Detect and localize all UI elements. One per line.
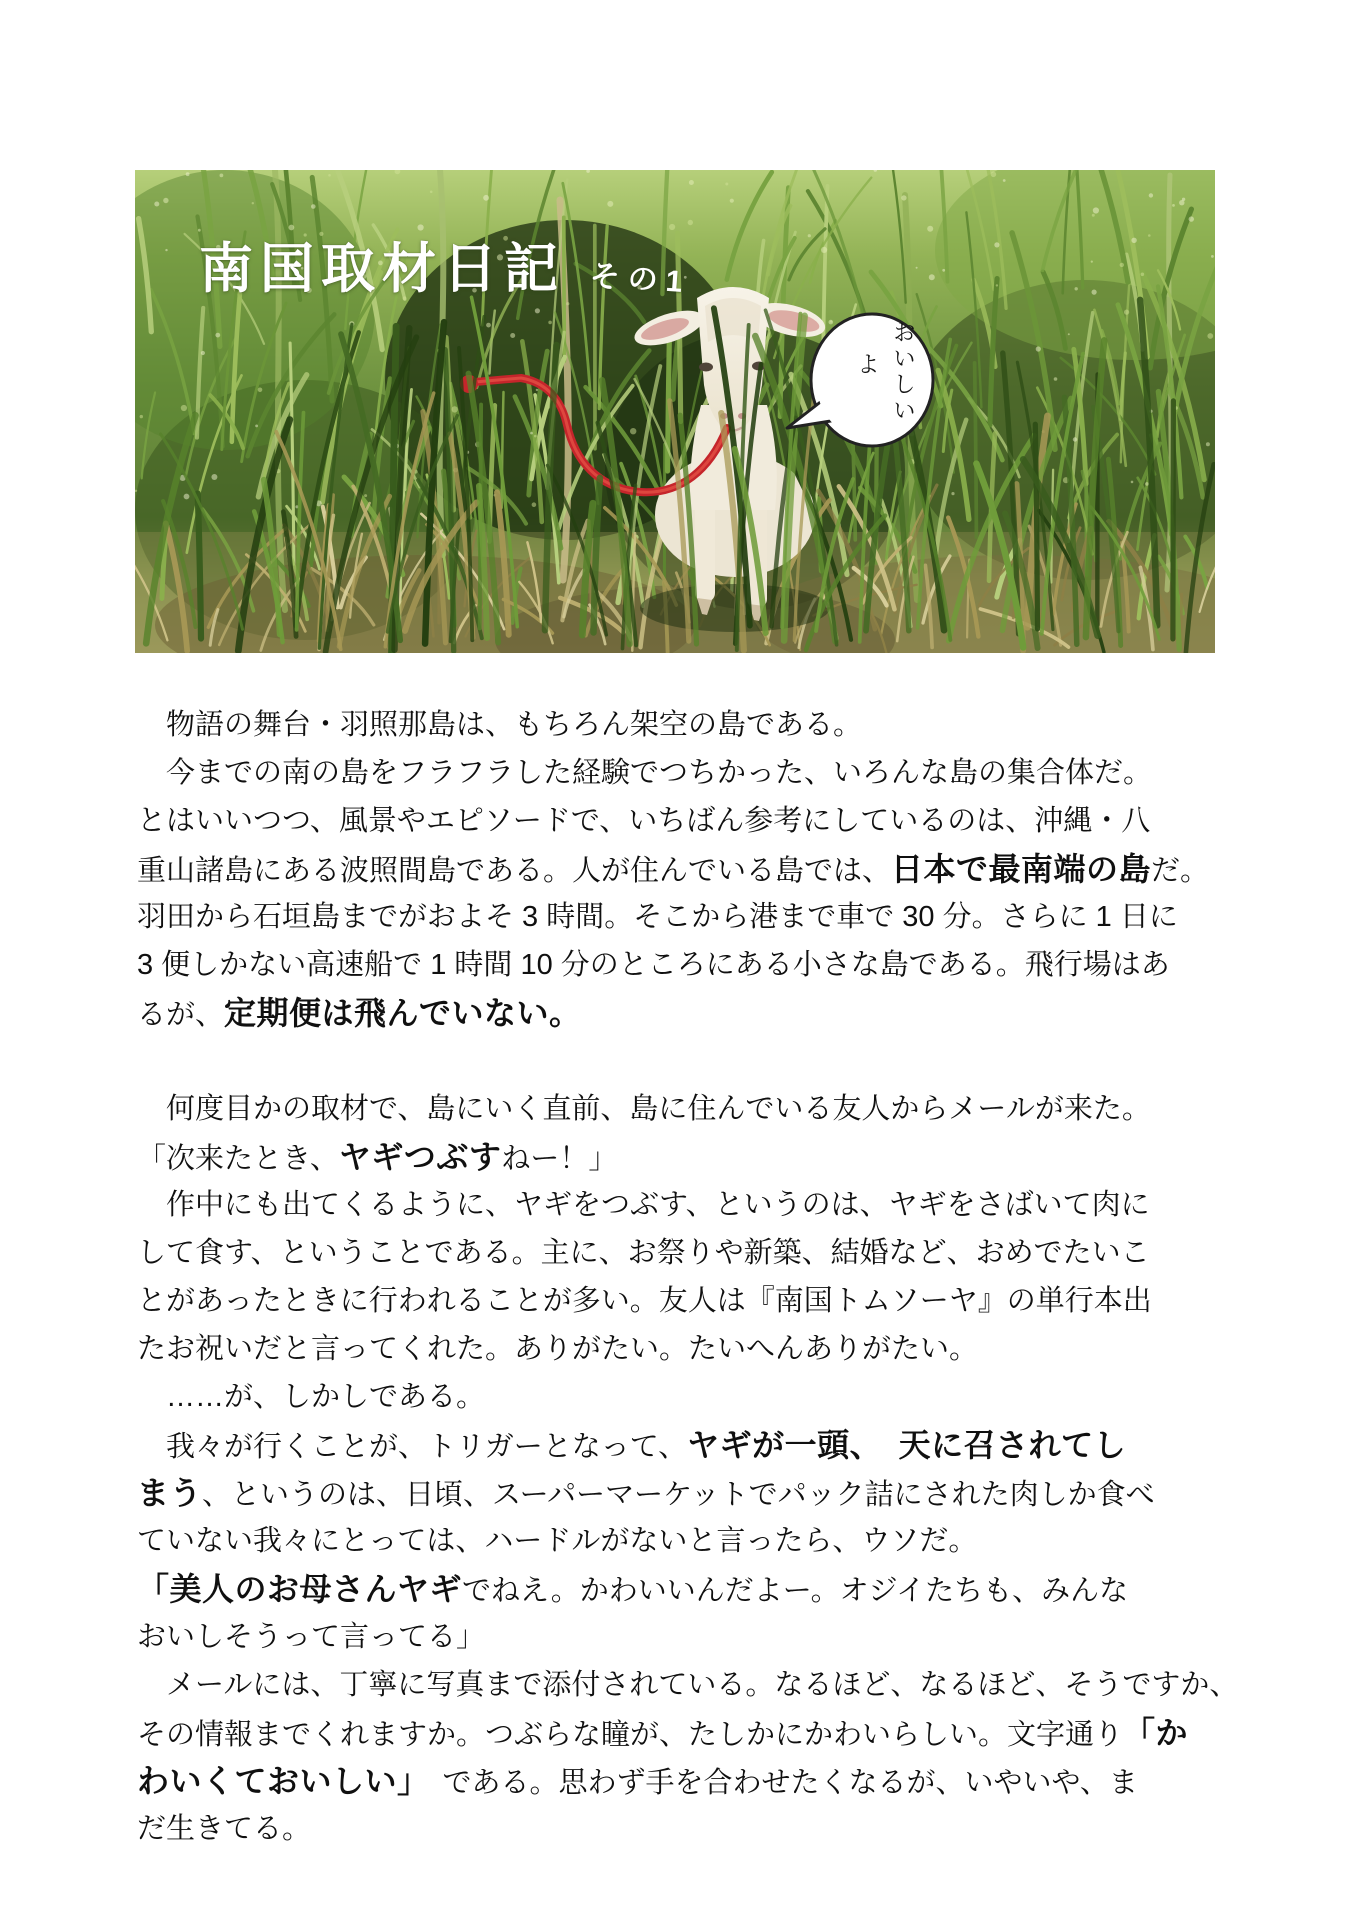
header-photo — [135, 170, 1215, 653]
text-line: とがあったときに行われることが多い。友人は『南国トムソーヤ』の単行本出 — [137, 1285, 1152, 1317]
text-line: るが、定期便は飛んでいない。 — [137, 995, 582, 1031]
speech-bubble-line1: おいしい — [890, 320, 916, 424]
text-line: わいくておいしい」 である。思わず手を合わせたくなるが、いやいや、ま — [137, 1763, 1138, 1799]
text-line: だ生きてる。 — [137, 1813, 312, 1845]
speech-bubble-line2: よ — [854, 352, 880, 378]
text-line: とはいいつつ、風景やエピソードで、いちばん参考にしているのは、沖縄・八 — [137, 805, 1151, 837]
photo-subtitle: その1 — [588, 259, 692, 300]
text-line: 何度目かの取材で、島にいく直前、島に住んでいる友人からメールが来た。 — [137, 1093, 1151, 1125]
text-line: 3 便しかない高速船で 1 時間 10 分のところにある小さな島である。飛行場はあ — [137, 949, 1170, 981]
text-line: 「次来たとき、ヤギつぶすねー！」 — [137, 1139, 618, 1175]
text-line: たお祝いだと言ってくれた。ありがたい。たいへんありがたい。 — [137, 1333, 979, 1365]
text-line: 今までの南の島をフラフラした経験でつちかった、いろんな島の集合体だ。 — [137, 757, 1153, 789]
text-line: まう、というのは、日頃、スーパーマーケットでパック詰にされた肉しか食べ — [137, 1475, 1155, 1511]
text-line: 重山諸島にある波照間島である。人が住んでいる島では、日本で最南端の島だ。 — [137, 851, 1210, 887]
text-line: 物語の舞台・羽照那島は、もちろん架空の島である。 — [137, 709, 863, 741]
text-line: ……が、しかしである。 — [137, 1381, 486, 1413]
goat-eye — [699, 363, 713, 372]
article-text — [137, 701, 1249, 1853]
text-line: その情報までくれますか。つぶらな瞳が、たしかにかわいらしい。文字通り「か — [137, 1715, 1189, 1751]
text-line: 我々が行くことが、トリガーとなって、ヤギが一頭、 天に召されてし — [137, 1427, 1127, 1463]
text-line: ていない我々にとっては、ハードルがないと言ったら、ウソだ。 — [137, 1525, 978, 1557]
text-line: 「美人のお母さんヤギでねえ。かわいいんだよー。オジイたちも、みんな — [137, 1571, 1129, 1607]
text-line: おいしそうって言ってる」 — [137, 1621, 486, 1653]
text-line: 作中にも出てくるように、ヤギをつぶす、というのは、ヤギをさばいて肉に — [137, 1189, 1150, 1221]
photo-title: 南国取材日記 — [199, 239, 565, 299]
text-line: して食す、ということである。主に、お祭りや新築、結婚など、おめでたいこ — [137, 1237, 1150, 1269]
speech-bubble-text — [821, 320, 921, 446]
text-line: 羽田から石垣島までがおよそ 3 時間。そこから港まで車で 30 分。さらに 1 日に — [137, 901, 1178, 933]
blank-line — [137, 1037, 1249, 1085]
text-line: メールには、丁寧に写真まで添付されている。なるほど、なるほど、そうですか、 — [137, 1669, 1239, 1701]
